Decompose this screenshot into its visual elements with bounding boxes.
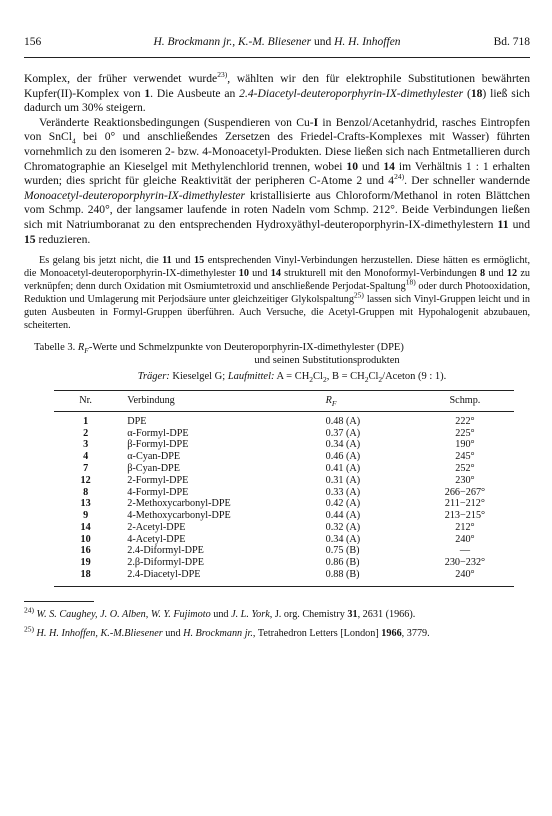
- data-table: [54, 390, 514, 587]
- table-row: [54, 411, 514, 427]
- cell-schmp: 213−215°: [444, 510, 486, 522]
- cell-nr: 10: [80, 533, 91, 545]
- col-header-rf: $R_F$: [316, 390, 416, 411]
- footnote-25: $^{25)}$ H. H. Inhoffen, K.-M.Bliesener und H. Brockmann jr., Tetrahedron Letters [London] 1966, 3779.: [24, 624, 430, 639]
- cell-verbindung: 2-Acetyl-DPE: [127, 521, 186, 533]
- cell-schmp: 211−212°: [444, 498, 485, 510]
- cell-rf: 0.32 (A): [325, 521, 361, 533]
- cell-nr: 1: [83, 415, 89, 427]
- cell-verbindung: 4-Formyl-DPE: [127, 486, 189, 498]
- cell-nr: 8: [83, 486, 89, 498]
- paragraph-3-small: Es gelang bis jetzt nicht, die 11 und 15 entsprechenden Vinyl-Verbindungen herzustellen. Diese hätten es ermöglicht, die Monoacetyl-deuteroporphyrin-IX-dimethylester 10 und 14 strukturell mit den Monoformyl-Verbindungen 8 und 12 zu verknüpfen; denn durch Oxidation mit Osmiumtetroxid und anschließende Perjodat-Spaltung$^{18)}$ oder durch Photooxidation, Reduktion und Umlagerung mit Perjodsäure unter gleichzeitiger Glykolspaltung$^{25)}$ lassen sich Vinyl-Gruppen leicht und in guten Ausbeuten in Formyl-Gruppen überführen. Auch Versuche, die Acetyl-Gruppen mit Hypohalogenit abzubauen, scheiterten.: [24, 255, 530, 332]
- cell-schmp: 230°: [455, 474, 475, 486]
- cell-verbindung: 2.β-Diformyl-DPE: [127, 557, 204, 569]
- table-row: [54, 451, 514, 463]
- cell-rf: 0.34 (A): [325, 533, 361, 545]
- table-conditions: Träger: Kieselgel G; Laufmittel: $A = CH_2Cl_2$, $B = CH_2Cl_2$/Aceton (9 : 1).: [137, 370, 447, 384]
- cell-rf: 0.46 (A): [325, 451, 361, 463]
- cell-nr: 2: [83, 427, 89, 439]
- table-row: [54, 439, 514, 451]
- col-header-schmp: Schmp.: [416, 390, 514, 411]
- cell-schmp: 240°: [455, 533, 475, 545]
- cell-verbindung: DPE: [127, 415, 147, 427]
- cell-schmp: 225°: [455, 427, 475, 439]
- cell-verbindung: 4-Acetyl-DPE: [127, 533, 186, 545]
- cell-rf: 0.44 (A): [325, 510, 361, 522]
- running-header: [24, 36, 530, 54]
- cell-verbindung: α-Cyan-DPE: [127, 451, 181, 463]
- cell-verbindung: 2.4-Diacetyl-DPE: [127, 569, 201, 581]
- cell-nr: 3: [83, 439, 89, 451]
- header-rule: [24, 57, 530, 58]
- table-row: [54, 428, 514, 440]
- cell-schmp: 190°: [455, 439, 475, 451]
- cell-nr: 7: [83, 462, 89, 474]
- cell-nr: 18: [80, 569, 91, 581]
- table-row: [54, 557, 514, 569]
- footnote-rule: [24, 601, 94, 602]
- cell-rf: 0.86 (B): [325, 557, 360, 569]
- page: [24, 36, 530, 640]
- footnote-24: $^{24)}$ W. S. Caughey, J. O. Alben, W. Y. Fujimoto und J. L. York, J. org. Chemistry 31, 2631 (1966).: [24, 605, 416, 620]
- cell-verbindung: α-Formyl-DPE: [127, 427, 189, 439]
- cell-rf: 0.31 (A): [325, 474, 361, 486]
- table-caption: Tabelle 3. $R_F$-Werte und Schmelzpunkte von Deuteroporphyrin-IX-dimethylester (DPE) und seinen Substitutionsprodukten: [34, 342, 404, 366]
- cell-rf: 0.88 (B): [325, 569, 360, 581]
- cell-verbindung: β-Formyl-DPE: [127, 439, 189, 451]
- volume-label: Bd. 718: [493, 36, 530, 48]
- cell-schmp: 230−232°: [444, 557, 486, 569]
- cell-schmp: 240°: [455, 569, 475, 581]
- cell-nr: 13: [80, 498, 91, 510]
- table-row: [54, 510, 514, 522]
- table-row: [54, 463, 514, 475]
- cell-nr: 19: [80, 557, 91, 569]
- cell-nr: 14: [80, 521, 91, 533]
- table-row: [54, 545, 514, 557]
- cell-rf: 0.48 (A): [325, 415, 361, 427]
- table-row: [54, 475, 514, 487]
- cell-schmp: 245°: [455, 451, 475, 463]
- table-row: [54, 498, 514, 510]
- cell-schmp: 266−267°: [444, 486, 486, 498]
- table-row: [54, 487, 514, 499]
- col-header-verbindung: Verbindung: [117, 390, 315, 411]
- cell-nr: 4: [83, 451, 89, 463]
- paragraph-1: Komplex, der früher verwendet wurde$^{23)}$, wählten wir den für elektrophile Substitutionen bewährten Kupfer(II)-Komplex von 1. Die Ausbeute an 2.4-Diacetyl-deuteroporphyrin-IX-dimethylester (18) ließ sich dadurch um 30% steigern.: [24, 70, 530, 115]
- cell-verbindung: 4-Methoxycarbonyl-DPE: [127, 510, 231, 522]
- cell-verbindung: 2-Formyl-DPE: [127, 474, 189, 486]
- cell-rf: 0.37 (A): [325, 427, 361, 439]
- cell-verbindung: 2-Methoxycarbonyl-DPE: [127, 498, 231, 510]
- cell-rf: 0.33 (A): [325, 486, 361, 498]
- cell-schmp: 252°: [455, 462, 475, 474]
- page-number: 156: [24, 36, 42, 48]
- cell-verbindung: β-Cyan-DPE: [127, 462, 180, 474]
- cell-schmp: 212°: [455, 521, 475, 533]
- cell-rf: 0.75 (B): [325, 545, 360, 557]
- cell-nr: 9: [83, 510, 89, 522]
- paragraph-2: Veränderte Reaktionsbedingungen (Suspendieren von Cu-I in Benzol/Acetanhydrid, rasches Eintropfen von SnCl$_4$ bei 0° und anschließendes Zersetzen des Friedel-Crafts-Komplexes mit Wasser) führten vornehmlich zu den isomeren 2- bzw. 4-Monoacetyl-Produkten. Diese ließen sich nach Entmetallieren durch Chromatographie an Kieselgel mit Methylenchlorid trennen, wobei 10 und 14 im Verhältnis 1 : 1 erhalten wurden; dies spricht für gleiche Reaktivität der peripheren C-Atome 2 und 4$^{24)}$. Der schneller wandernde Monoacetyl-deuteroporphyrin-IX-dimethylester kristallisierte aus Chloroform/Methanol in roten Blättchen vom Schmp. 240°, der langsamer laufende in roten Nadeln vom Schmp. 212°. Beide Verbindungen ließen sich mit Natriumboranat zu den entsprechenden Hydroxyäthyl-deuteroporphyrin-IX-dimethylestern 11 und 15 reduzieren.: [24, 115, 530, 246]
- cell-verbindung: 2.4-Diformyl-DPE: [127, 545, 204, 557]
- cell-nr: 16: [80, 545, 91, 557]
- cell-rf: 0.41 (A): [325, 462, 361, 474]
- table-header-row: [54, 390, 514, 411]
- table-row: [54, 522, 514, 534]
- cell-schmp: —: [459, 545, 471, 557]
- cell-nr: 12: [80, 474, 91, 486]
- cell-rf: 0.34 (A): [325, 439, 361, 451]
- cell-schmp: 222°: [455, 415, 475, 427]
- table-row: [54, 534, 514, 546]
- running-title: H. Brockmann jr., K.-M. Bliesener und H. H. Inhoffen: [153, 36, 401, 48]
- table-row: [54, 569, 514, 586]
- col-header-nr: Nr.: [54, 390, 117, 411]
- cell-rf: 0.42 (A): [325, 498, 361, 510]
